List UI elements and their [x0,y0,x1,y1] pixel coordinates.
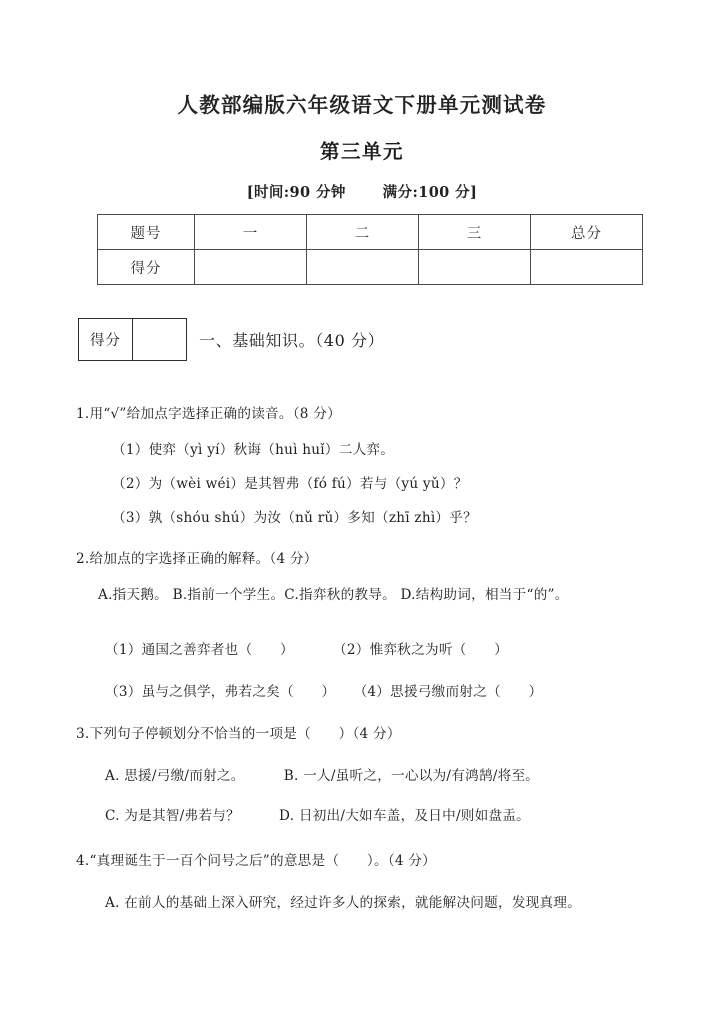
question-2-items-row-2 [105,682,542,702]
section-heading: 一、基础知识。（40 分） [199,331,385,350]
exam-meta-line [0,181,724,202]
unit-title: 第三单元 [319,140,404,163]
question-2-item-2[interactable]: （2）惟弈秋之为听（ ） [333,642,509,658]
section-score-label: 得分 [79,319,133,361]
question-1-item-1: （1）使弈（yì yí）秋诲（huì huǐ）二人弈。 [112,442,395,458]
question-2-options-line: A.指天鹅。 B.指前一个学生。C.指弈秋的教导。 D.结构助词，相当于“的”。 [98,587,569,603]
question-3-stem: 3.下列句子停顿划分不恰当的一项是（ ）（4 分） [76,726,401,742]
row-label-question-number: 题号 [98,215,195,250]
question-3-option-c[interactable]: C. 为是其智/弗若与？ [105,808,240,824]
table-row-header [98,215,643,250]
question-3-option-d[interactable]: D. 日初出/大如车盖，及日中/则如盘盂。 [279,808,531,824]
section-score-box [78,318,187,361]
score-cell-3[interactable] [419,250,531,285]
score-summary-table [97,214,643,285]
question-2-item-4[interactable]: （4）思援弓缴而射之（ ） [353,684,543,700]
score-cell-1[interactable] [195,250,307,285]
section-score-input-cell[interactable] [133,319,187,361]
question-2-item-1[interactable]: （1）通国之善弈者也（ ） [105,642,294,658]
time-limit-label: [时间:90 分钟 [246,184,346,201]
column-header-2: 二 [307,215,419,250]
column-header-3: 三 [419,215,531,250]
question-1-item-2: （2）为（wèi wéi）是其智弗（fó fú）若与（yú yǔ）？ [112,476,468,492]
question-2-items-row-1 [105,640,508,660]
table-row-score [98,250,643,285]
table-row [79,319,187,361]
title-block [0,88,724,118]
question-4-option-a[interactable]: A. 在前人的基础上深入研究，经过许多人的探索，就能解决问题，发现真理。 [105,895,582,911]
question-3-option-a[interactable]: A. 思援/弓缴/而射之。 [105,768,245,784]
column-header-1: 一 [195,215,307,250]
question-2-stem: 2.给加点的字选择正确的解释。（4 分） [76,551,318,567]
total-score-label: 满分:100 分] [382,184,478,201]
question-1-stem: 1.用“√”给加点字选择正确的读音。（8 分） [76,406,341,422]
score-cell-2[interactable] [307,250,419,285]
question-4-stem: 4.“真理诞生于一百个问号之后”的意思是（ ）。（4 分） [76,853,436,869]
score-cell-total[interactable] [531,250,643,285]
question-3-option-b[interactable]: B. 一人/虽听之，一心以为/有鸿鹄/将至。 [283,768,540,784]
page-title: 人教部编版六年级语文下册单元测试卷 [177,93,547,117]
question-1-item-3: （3）孰（shóu shú）为汝（nǔ rǔ）多知（zhī zhì）乎？ [112,510,477,526]
row-label-score: 得分 [98,250,195,285]
question-3-options-row-2 [105,806,530,826]
column-header-total: 总分 [531,215,643,250]
question-2-item-3[interactable]: （3）虽与之俱学，弗若之矣（ ） [105,684,336,700]
question-3-options-row-1 [105,766,539,786]
